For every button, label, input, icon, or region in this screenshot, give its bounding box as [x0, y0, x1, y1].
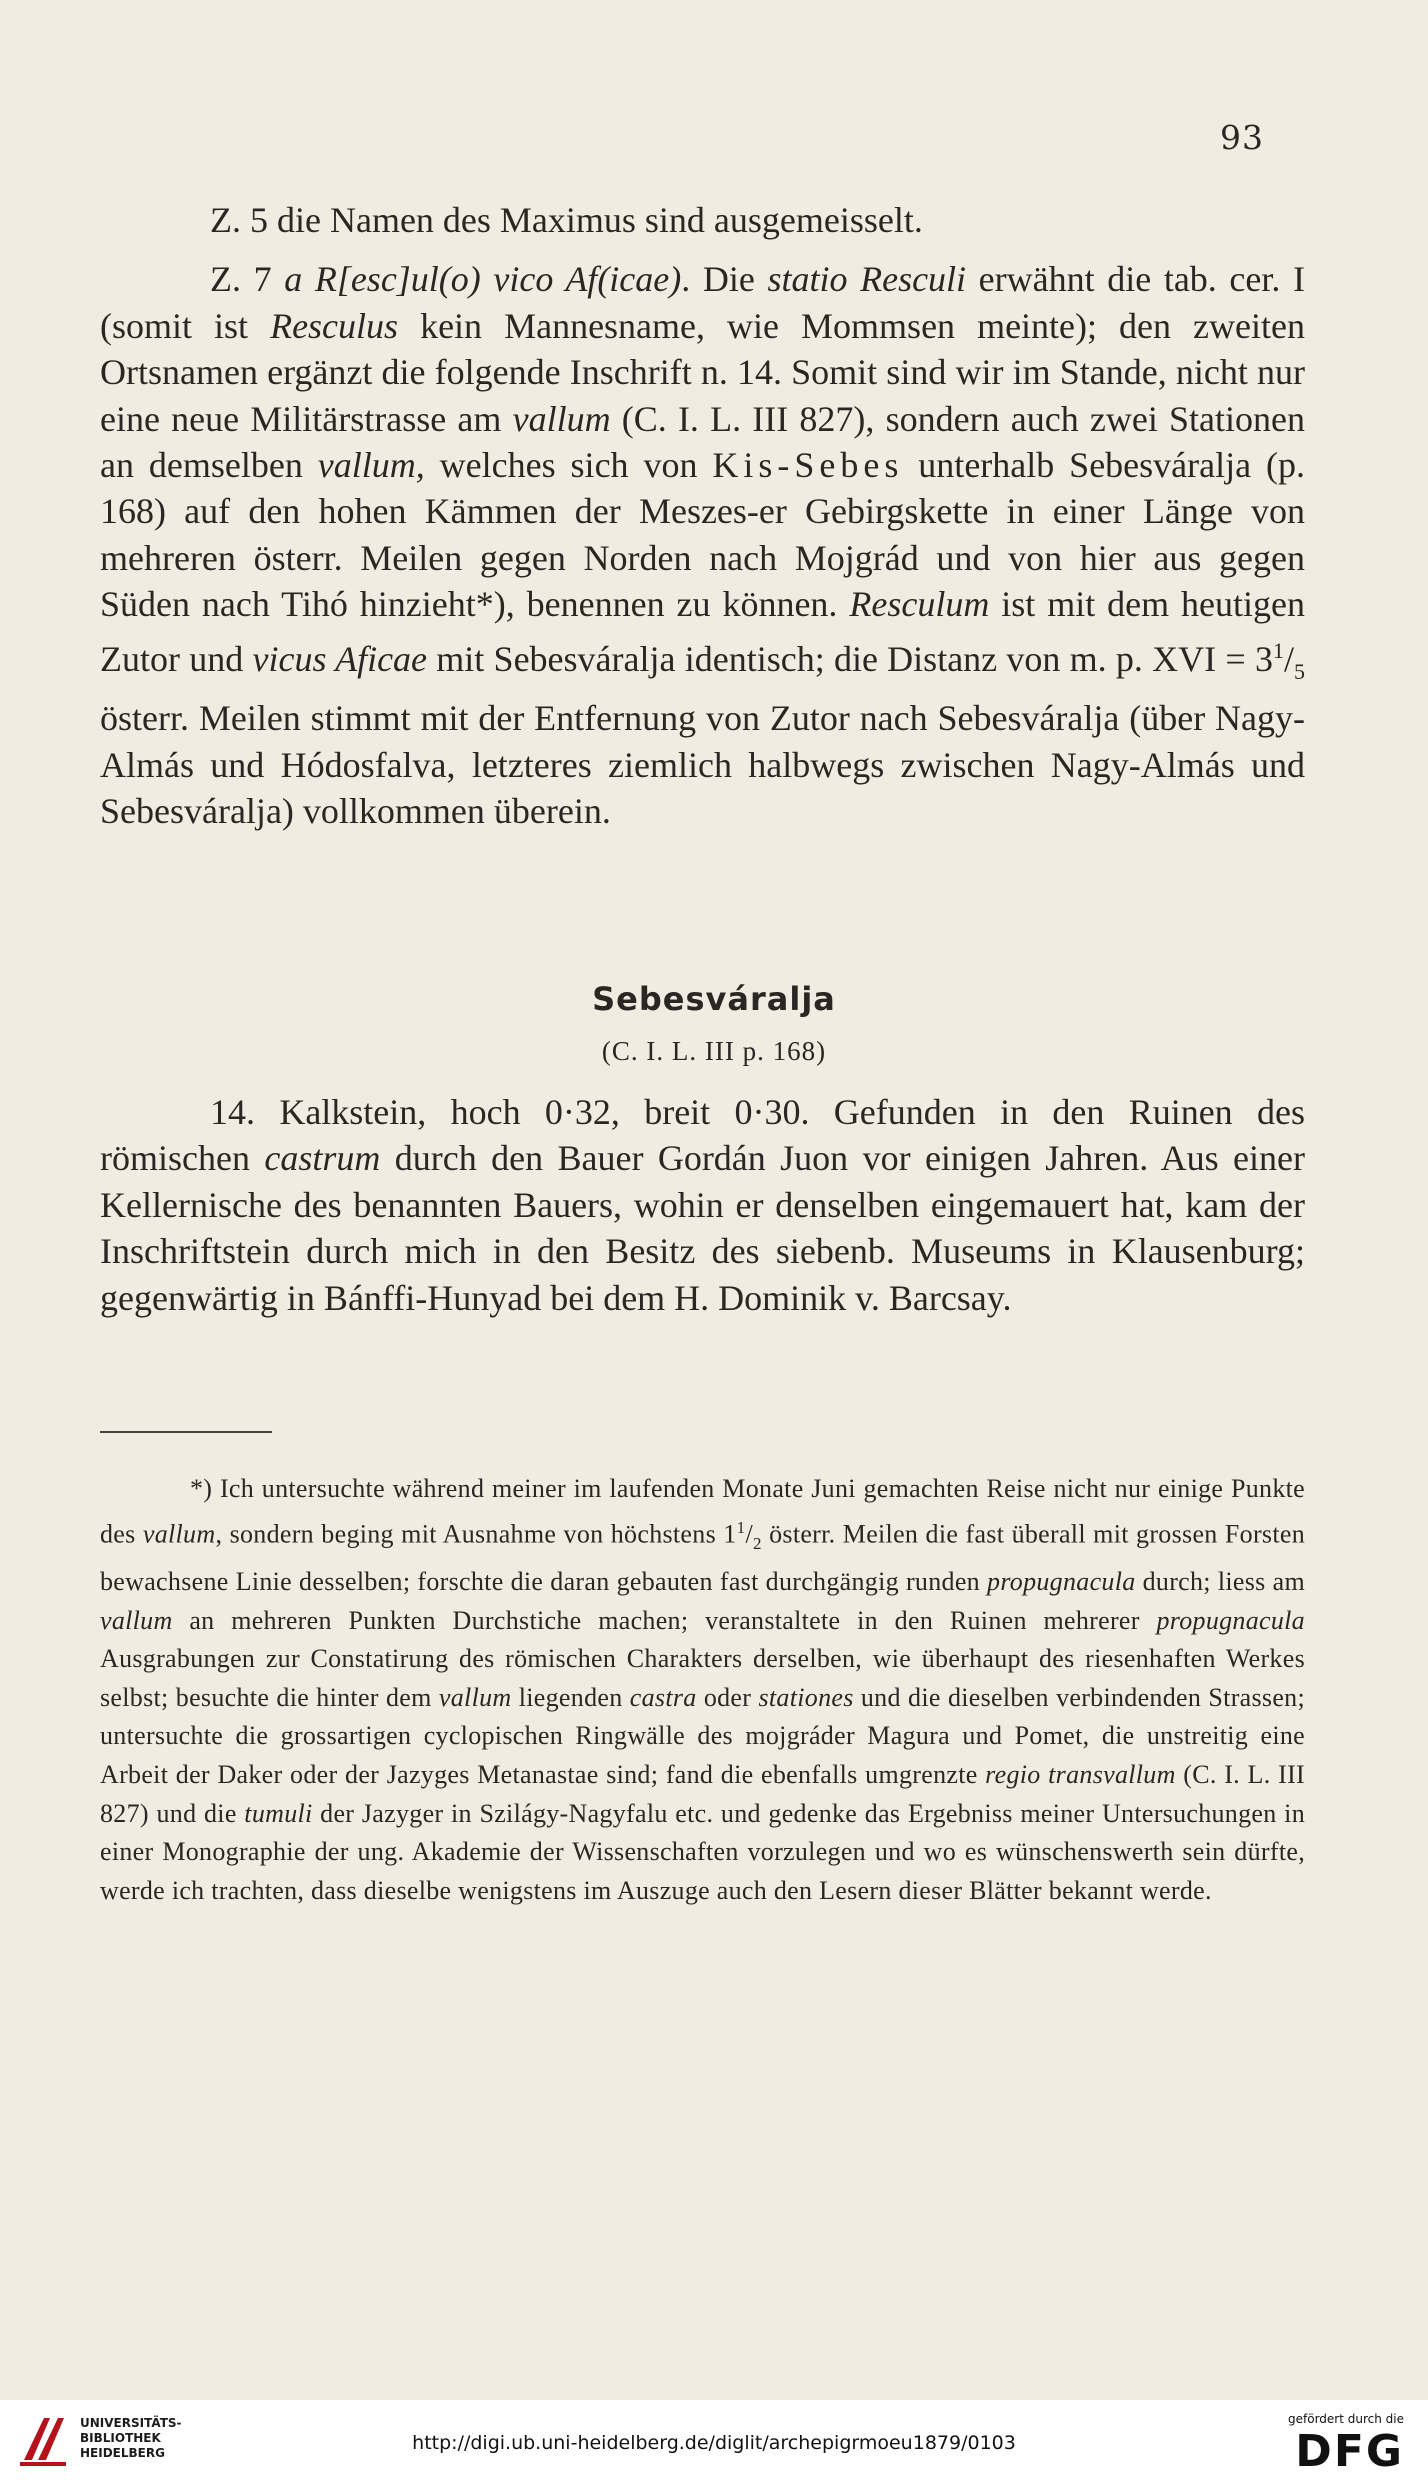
paragraph-line-7: Z. 7 a R[esc]ul(o) vico Af(icae). Die statio Resculi erwähnt die tab. cer. I (somit ist Resculus kein Mannesname, wie Mommsen meinte); den zweiten Ortsnamen ergänzt die folgende Inschrift n. 14. Somit sind wir im Stande, nicht nur eine neue Militärstrasse am vallum (C. I. L. III 827), sondern auch zwei Stationen an demselben vallum, welches sich von Kis-Sebes unterhalb Sebesváralja (p. 168) auf den hohen Kämmen der Meszes-er Gebirgskette in einer Länge von mehreren österr. Meilen gegen Norden nach Mojgrád und von hier aus gegen Süden nach Tihó hinzieht*), benennen zu können. Resculum ist mit dem heutigen Zutor und vicus Aficae mit Sebesváralja identisch; die Distanz von m. p. XVI = $3^1/_5$ österr. Meilen stimmt mit der Entfernung von Zutor nach Sebesváralja (über Nagy-Almás und Hódosfalva, letzteres ziemlich halbwegs zwischen Nagy-Almás und Sebesváralja) vollkommen überein. — [100, 259, 1306, 832]
paragraph-line-5: Z. 5 die Namen des Maximus sind ausgemeisselt. — [210, 200, 923, 240]
sponsor-logo[interactable] — [1288, 2412, 1404, 2477]
entry-paragraph: 14. Kalkstein, hoch 0·32, breit 0·30. Gefunden in den Ruinen des römischen castrum durch den Bauer Gordán Juon vor einigen Jahren. Aus einer Kellernische des benannten Bauers, wohin er denselben eingemauert hat, kam der Inschriftstein durch mich in den Besitz des siebenb. Museums in Klausenburg; gegenwärtig in Bánffi-Hunyad bei dem H. Dominik v. Barcsay. — [100, 1092, 1306, 1318]
page-number: 93 — [1220, 118, 1264, 157]
inscription-entry-14 — [100, 1089, 1305, 1321]
section-subheading: (C. I. L. III p. 168) — [601, 1036, 827, 1066]
dfg-logo-text: DFG — [1295, 2426, 1404, 2477]
source-url-link[interactable]: http://digi.ub.uni-heidelberg.de/diglit/archepigrmoeu1879/0103 — [412, 2432, 1016, 2454]
footnote — [100, 1470, 1305, 1910]
footnote-paragraph: *) Ich untersuchte während meiner im laufenden Monate Juni gemachten Reise nicht nur einige Punkte des vallum, sondern beging mit Ausnahme von höchstens $1^1/_2$ österr. Meilen die fast überall mit grossen Forsten bewachsene Linie desselben; forschte die daran gebauten fast durchgängig runden propugnacula durch; liess am vallum an mehreren Punkten Durchstiche machen; veranstaltete in den Ruinen mehrerer propugnacula Ausgrabungen zur Constatirung des römischen Charakters derselben, wie überhaupt des riesenhaften Werkes selbst; besuchte die hinter dem vallum liegenden castra oder stationes und die dieselben verbindenden Strassen; untersuchte die grossartigen cyclopischen Ringwälle des mojgráder Magura und Pomet, die unstreitig eine Arbeit der Daker oder der Jazyges Metanastae sind; fand die ebenfalls umgrenzte regio transvallum (C. I. L. III 827) und die tumuli der Jazyger in Szilágy-Nagyfalu etc. und gedenke das Ergebniss meiner Untersuchungen in einer Monographie der ung. Akademie der Wissenschaften vorzulegen und wo es wünschenswerth sein dürfte, werde ich trachten, dass dieselbe wenigstens im Auszuge auch den Lesern dieser Blätter bekannt werde. — [100, 1474, 1306, 1905]
footnote-divider — [100, 1431, 272, 1433]
library-name: UNIVERSITÄTS- BIBLIOTHEK HEIDELBERG — [80, 2416, 182, 2460]
main-text — [100, 197, 1305, 834]
sponsor-label: gefördert durch die — [1288, 2412, 1404, 2426]
section-heading: Sebesváralja — [592, 980, 836, 1018]
